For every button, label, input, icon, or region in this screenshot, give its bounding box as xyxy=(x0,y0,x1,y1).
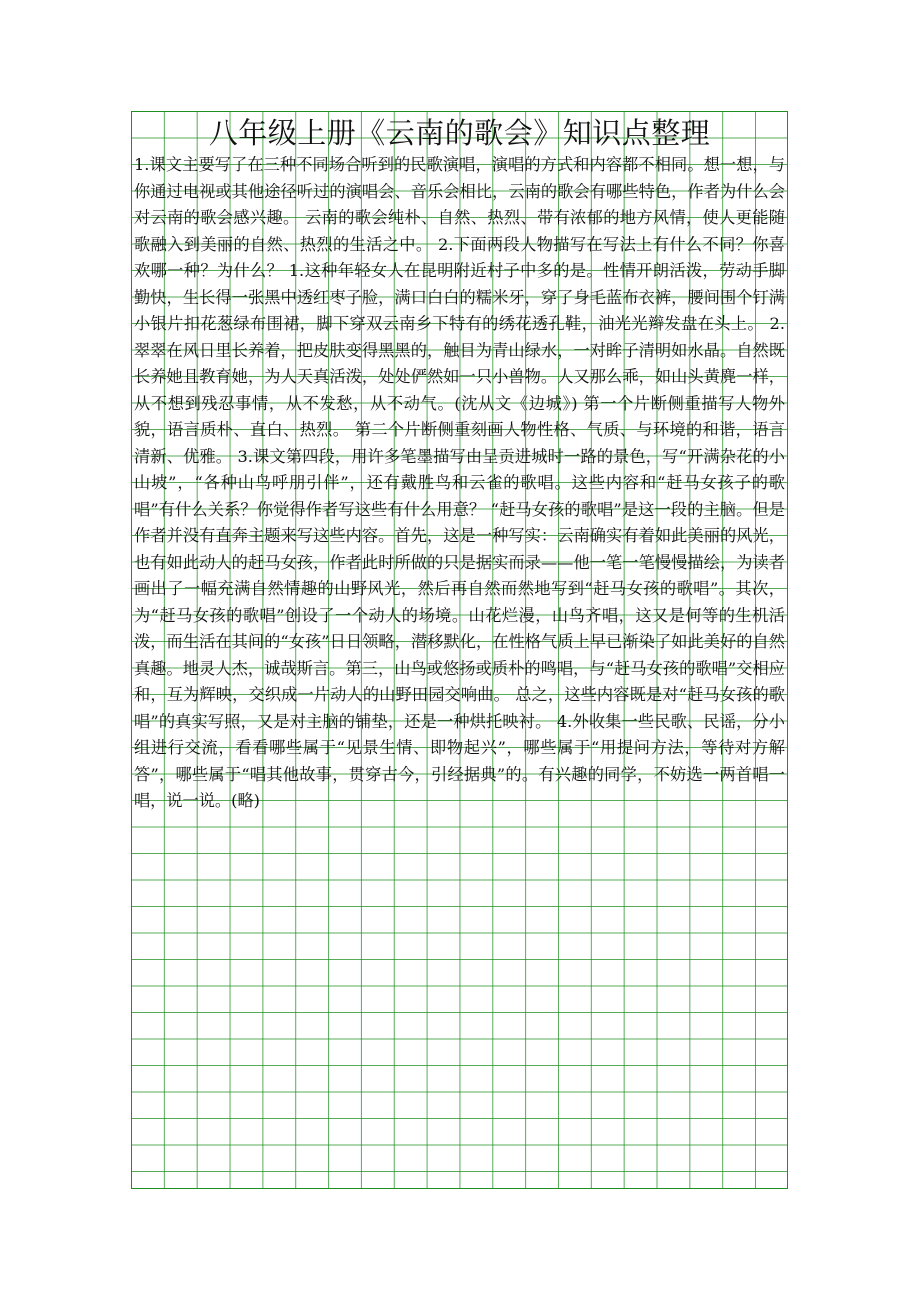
grid-paper xyxy=(131,111,788,1189)
body-paragraph: 1.课文主要写了在三种不同场合听到的民歌演唱，演唱的方式和内容都不相同。想一想，与你通过电视或其他途径听过的演唱会、音乐会相比，云南的歌会有哪些特色，作者为什么会对云南的歌会感兴趣。 云南的歌会纯朴、自然、热烈、带有浓郁的地方风情，使人更能随歌融入到美丽的自然、热烈的生活之中。 2.下面两段人物描写在写法上有什么不同？你喜欢哪一种？为什么？ 1.这种年轻女人在昆明附近村子中多的是。性情开朗活泼，劳动手脚勤快，生长得一张黑中透红枣子脸，满口白白的糯米牙，穿了身毛蓝布衣裤，腰间围个钉满小银片扣花葱绿布围裙，脚下穿双云南乡下特有的绣花透孔鞋，油光光辫发盘在头上。 2.翠翠在风日里长养着，把皮肤变得黑黑的，触目为青山绿水，一对眸子清明如水晶。自然既长养她且教育她，为人天真活泼，处处俨然如一只小兽物。人又那么乖，如山头黄麂一样，从不想到残忍事情，从不发愁，从不动气。(沈从文《边城》) 第一个片断侧重描写人物外貌，语言质朴、直白、热烈。 第二个片断侧重刻画人物性格、气质、与环境的和谐，语言清新、优雅。 3.课文第四段，用许多笔墨描写由呈贡进城时一路的景色，写“开满杂花的小山坡”，“各种山鸟呼朋引伴”，还有戴胜鸟和云雀的歌唱。这些内容和“赶马女孩子的歌唱”有什么关系？你觉得作者写这些有什么用意？ “赶马女孩的歌唱”是这一段的主脑。但是作者并没有直奔主题来写这些内容。首先，这是一种写实：云南确实有着如此美丽的风光，也有如此动人的赶马女孩，作者此时所做的只是据实而录——他一笔一笔慢慢描绘，为读者画出了一幅充满自然情趣的山野风光，然后再自然而然地写到“赶马女孩的歌唱”。其次，为“赶马女孩的歌唱”创设了一个动人的场境。山花烂漫，山鸟齐唱，这又是何等的生机活泼，而生活在其间的“女孩”日日领略，潜移默化，在性格气质上早已渐染了如此美好的自然真趣。地灵人杰，诚哉斯言。第三，山鸟或悠扬或质朴的鸣唱，与“赶马女孩的歌唱”交相应和，互为辉映，交织成一片动人的山野田园交响曲。 总之，这些内容既是对“赶马女孩的歌唱”的真实写照，又是对主脑的铺垫，还是一种烘托映衬。 4.外收集一些民歌、民谣，分小组进行交流，看看哪些属于“见景生情、即物起兴”，哪些属于“用提问方法，等待对方解答”，哪些属于“唱其他故事，贯穿古今，引经据典”的。有兴趣的同学，不妨选一两首唱一唱，说一说。(略) xyxy=(134,155,785,810)
document-title: 八年级上册《云南的歌会》知识点整理 xyxy=(208,116,711,150)
document-body xyxy=(134,152,785,815)
